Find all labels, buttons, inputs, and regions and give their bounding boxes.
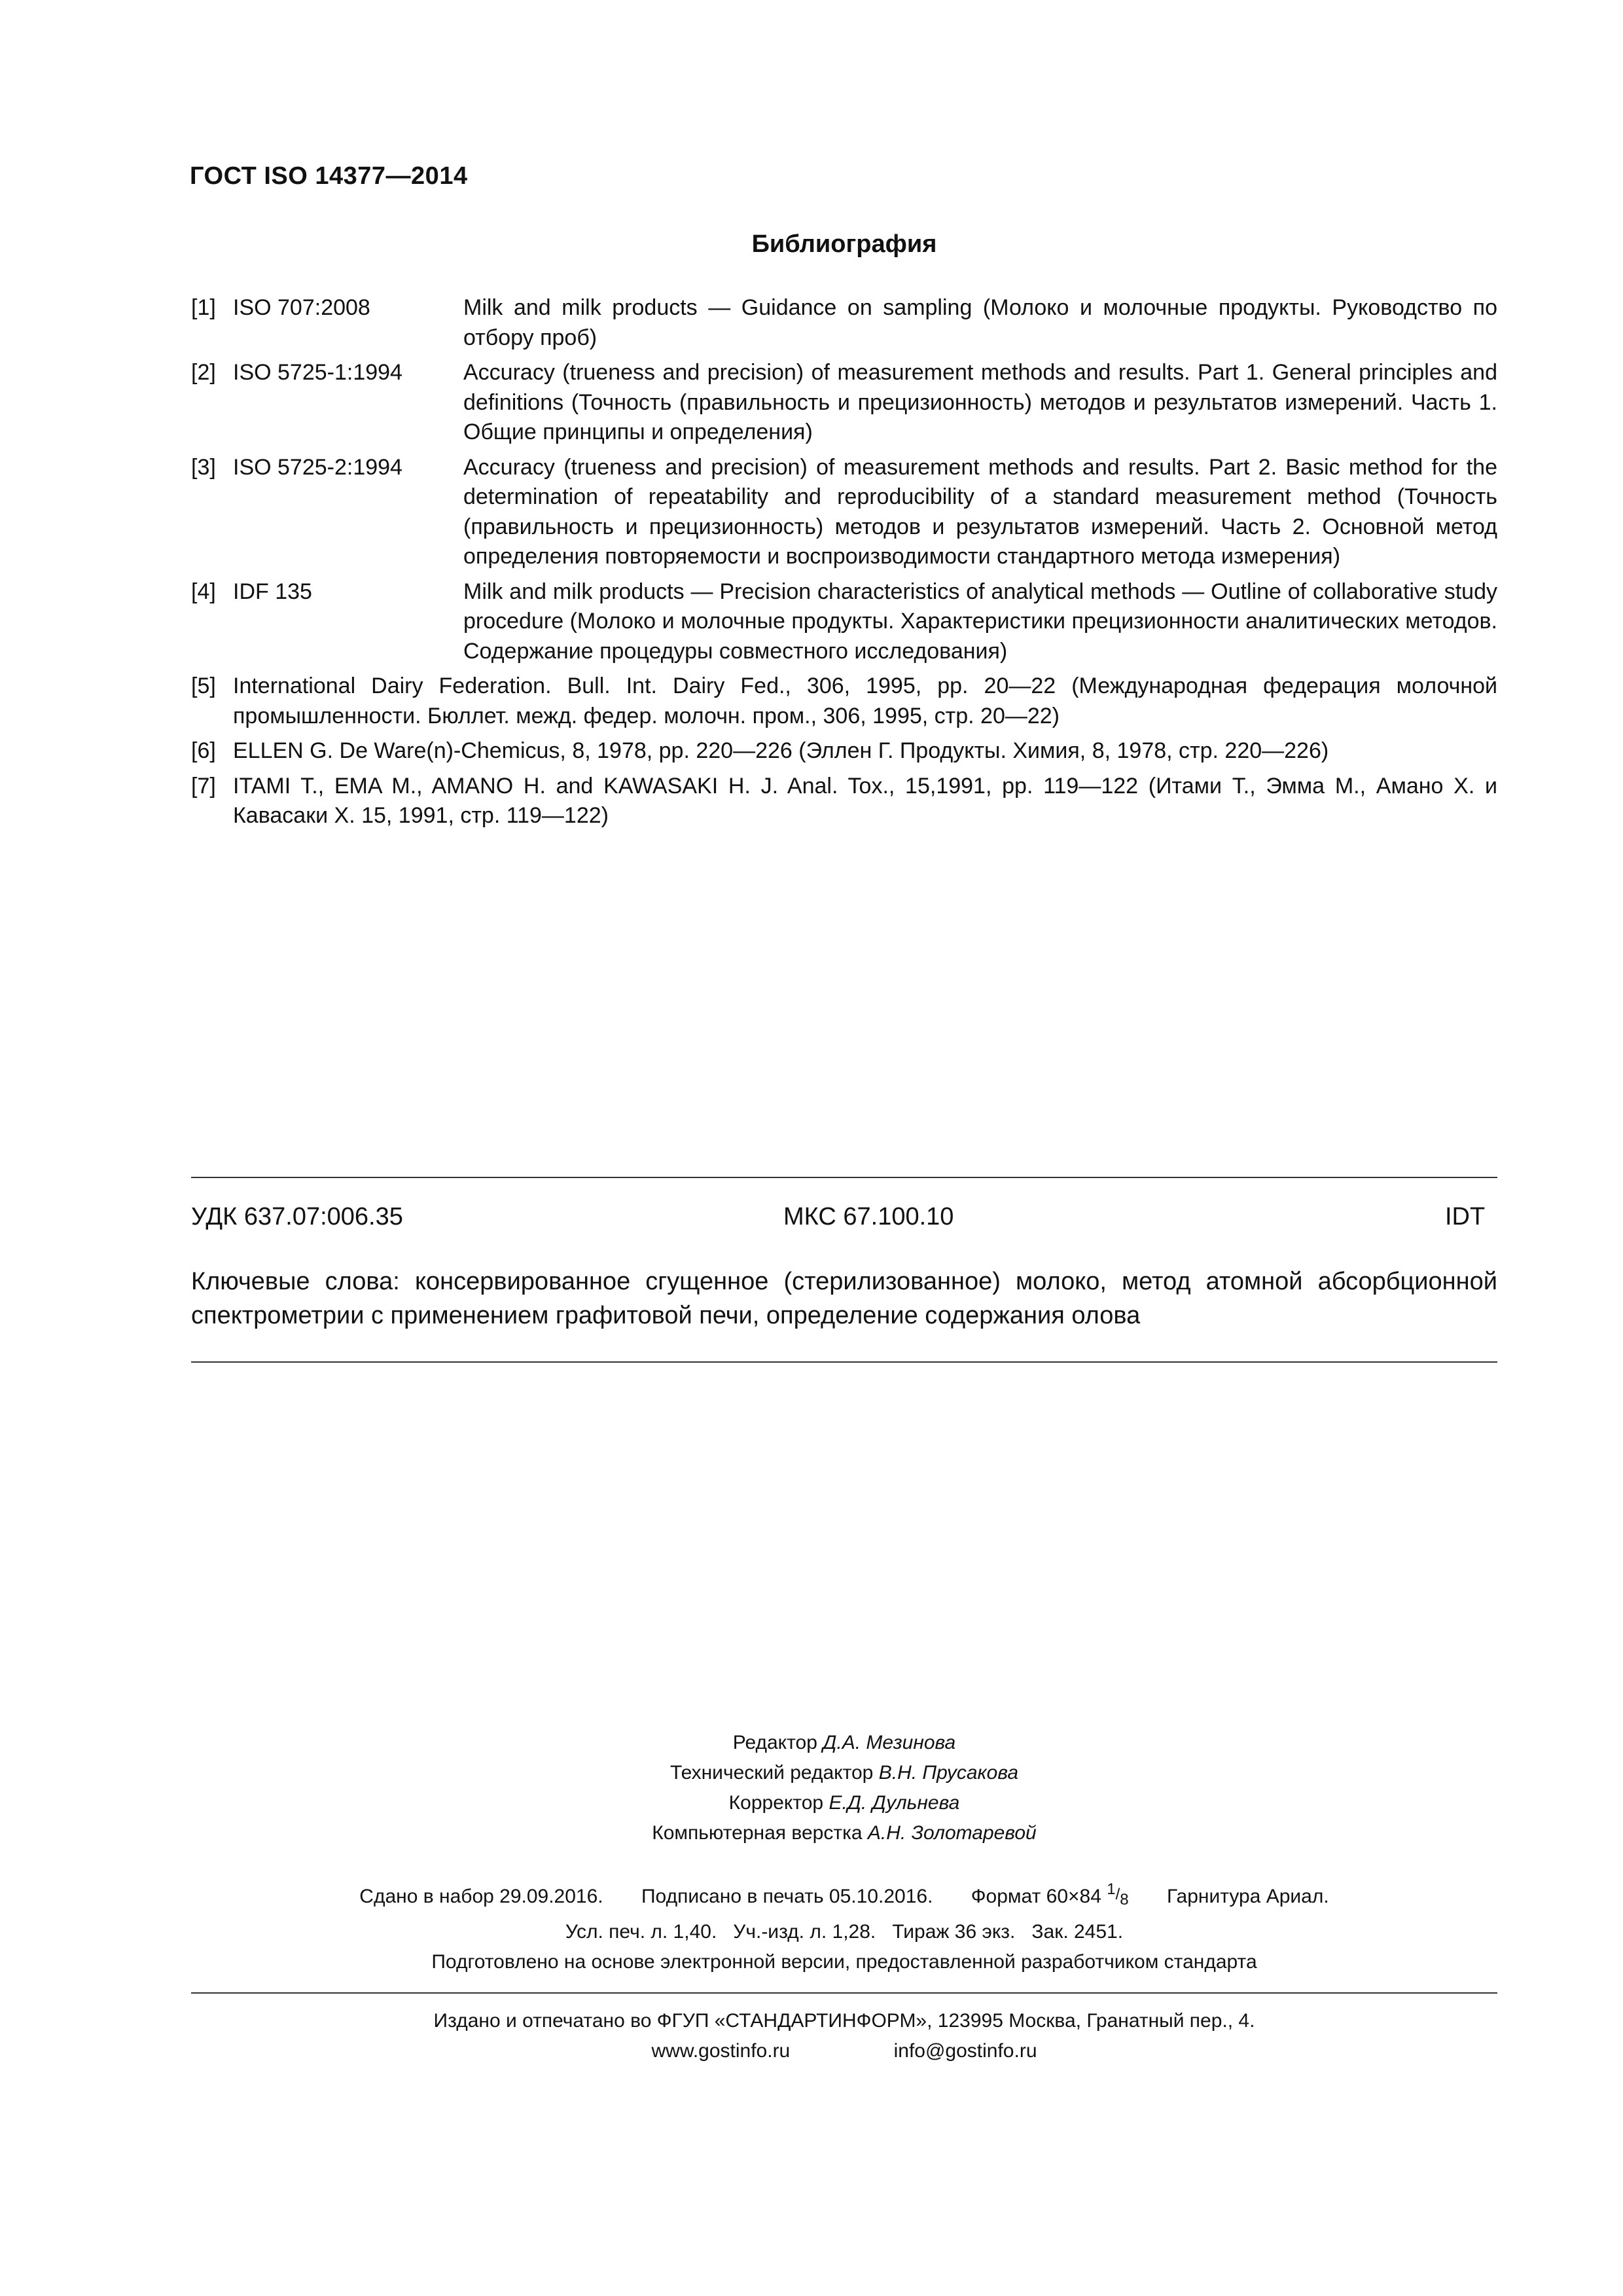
entry-number: [1] — [191, 295, 216, 320]
entry-code: ISO 5725-2:1994 — [233, 454, 402, 480]
bibliography-title: Библиография — [751, 230, 937, 258]
bibliography-list — [191, 293, 1497, 836]
keywords: Ключевые слова: консервированное сгущенное (стерилизованное) молоко, метод атомной абсорбционной спектрометрии с применением графитовой печи, определение содержания олова — [191, 1268, 1497, 1329]
tech-editor-line — [0, 1758, 1623, 1788]
udk-code: УДК 637.07:006.35 — [191, 1203, 403, 1230]
typeset-date: Сдано в набор 29.09.2016. — [359, 1886, 603, 1907]
contact-line — [0, 2037, 1623, 2066]
corrector-name: Е.Д. Дульнева — [829, 1792, 960, 1814]
entry-number: [3] — [191, 454, 216, 480]
standard-designation: ГОСТ ISO 14377—2014 — [190, 162, 468, 190]
website-link[interactable]: www.gostinfo.ru — [651, 2040, 791, 2062]
bibliography-entry — [191, 577, 1497, 667]
bibliography-entry — [191, 736, 1497, 766]
bibliography-entry — [191, 358, 1497, 448]
email-link[interactable]: info@gostinfo.ru — [893, 2040, 1037, 2062]
mks-code: МКС 67.100.10 — [783, 1203, 954, 1230]
tech-editor-label: Технический редактор — [669, 1762, 874, 1784]
order-number: Зак. 2451. — [1031, 1921, 1124, 1943]
corrector-line — [0, 1788, 1623, 1818]
bibliography-entry — [191, 772, 1497, 831]
signed-date: Подписано в печать 05.10.2016. — [641, 1886, 933, 1907]
entry-text: ELLEN G. De Ware(n)-Chemicus, 8, 1978, pp. 220—226 (Эллен Г. Продукты. Химия, 8, 1978, стр. 220—226) — [233, 738, 1329, 763]
editor-name: Д.А. Мезинова — [823, 1732, 956, 1753]
idt-label: IDT — [1445, 1203, 1486, 1230]
entry-code: IDF 135 — [233, 579, 312, 604]
layout-label: Компьютерная верстка — [652, 1822, 863, 1844]
circulation: Тираж 36 экз. — [892, 1921, 1016, 1943]
font-name: Гарнитура Ариал. — [1167, 1886, 1329, 1907]
editor-line — [0, 1728, 1623, 1758]
bibliography-entry — [191, 293, 1497, 353]
entry-text: Milk and milk products — Guidance on sampling (Молоко и молочные продукты. Руководство по отбору проб) — [463, 295, 1497, 350]
entry-number: [2] — [191, 360, 216, 385]
tech-editor-name: В.Н. Прусакова — [878, 1762, 1019, 1784]
entry-number: [5] — [191, 673, 216, 698]
entry-text: Milk and milk products — Precision characteristics of analytical methods — Outline of collaborative study procedure (Молоко и молочные продукты. Характеристики прецизионности аналитических методов. Содержание процедуры совместного исследования) — [463, 579, 1497, 664]
editor-label: Редактор — [732, 1732, 817, 1753]
divider-top — [191, 1177, 1497, 1178]
corrector-label: Корректор — [728, 1792, 824, 1814]
divider-middle — [191, 1361, 1497, 1363]
entry-number: [7] — [191, 773, 216, 798]
imprint-line-1 — [0, 1882, 1623, 1911]
entry-text: Accuracy (trueness and precision) of measurement methods and results. Part 1. General principles and definitions (Точность (правильность и прецизионность) методов и результатов измерений. Часть 1. Общие принципы и определения) — [463, 360, 1497, 444]
prepared-note: Подготовлено на основе электронной версии, предоставленной разработчиком стандарта — [431, 1951, 1257, 1973]
entry-text: ITAMI T., EMA M., AMANO H. and KAWASAKI H. J. Anal. Tox., 15,1991, pp. 119—122 (Итами Т., Эмма М., Амано Х. и Кавасаки Х. 15, 1991, стр. 119—122) — [233, 773, 1497, 828]
pub-sheets: Уч.-изд. л. 1,28. — [733, 1921, 876, 1943]
layout-name: А.Н. Золотаревой — [867, 1822, 1037, 1844]
divider-bottom — [191, 1992, 1497, 1994]
entry-code: ISO 5725-1:1994 — [233, 360, 402, 385]
entry-number: [4] — [191, 579, 216, 604]
format-fraction: 1/8 — [1107, 1880, 1129, 1909]
entry-number: [6] — [191, 738, 216, 763]
publisher-line: Издано и отпечатано во ФГУП «СТАНДАРТИНФОРМ», 123995 Москва, Гранатный пер., 4. — [433, 2010, 1255, 2032]
credits-block — [0, 1728, 1623, 1848]
format: Формат 60×84 — [971, 1886, 1101, 1907]
entry-code: ISO 707:2008 — [233, 295, 370, 320]
bibliography-entry — [191, 453, 1497, 572]
entry-text: Accuracy (trueness and precision) of measurement methods and results. Part 2. Basic method for the determination of repeatability and reproducibility of a standard measurement method (Точность (правильность и прецизионность) методов и результатов измерений. Часть 2. Основной метод определения повторяемости и воспроизводимости стандартного метода измерения) — [463, 454, 1497, 569]
bibliography-entry — [191, 672, 1497, 731]
entry-text: International Dairy Federation. Bull. Int. Dairy Fed., 306, 1995, pp. 20—22 (Международная федерация молочной промышленности. Бюллет. межд. федер. молочн. пром., 306, 1995, стр. 20—22) — [233, 673, 1497, 728]
layout-line — [0, 1818, 1623, 1848]
imprint-line-2 — [0, 1918, 1623, 1946]
print-sheets: Усл. печ. л. 1,40. — [565, 1921, 717, 1943]
